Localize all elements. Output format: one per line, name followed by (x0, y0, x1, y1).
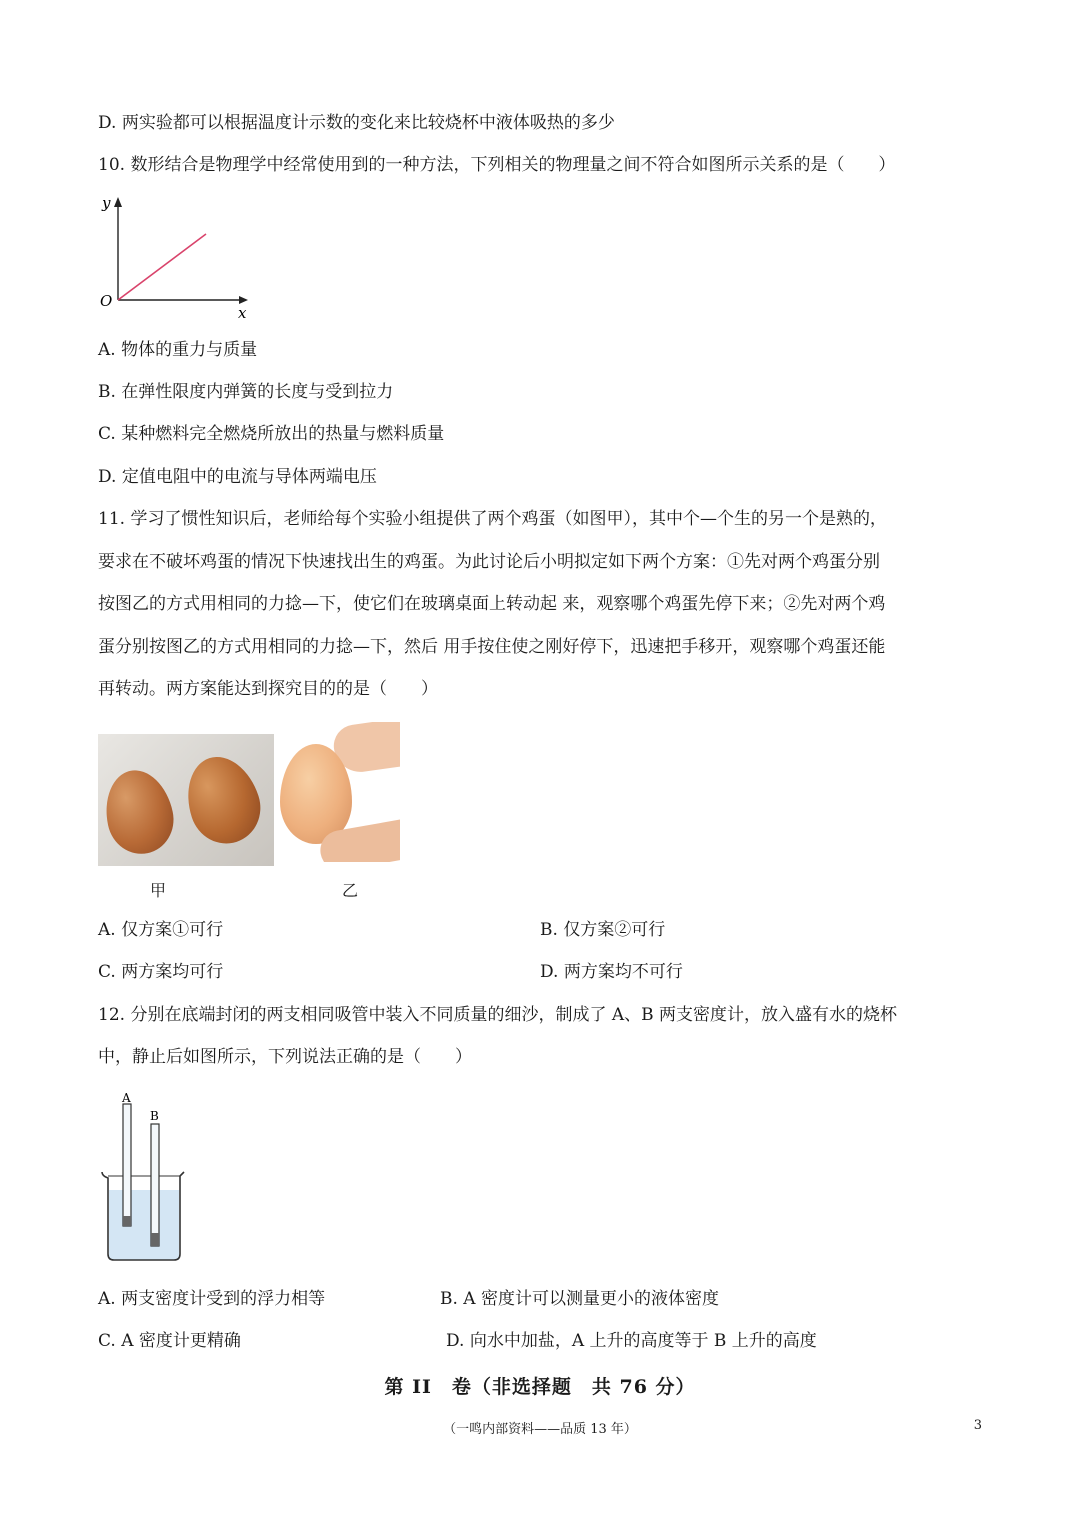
q11-stem-line-3: 按图乙的方式用相同的力捻—下，使它们在玻璃桌面上转动起 来，观察哪个鸡蛋先停下来；②先对两个鸡 (98, 594, 886, 614)
q11-stem-line-5: 再转动。两方案能达到探究目的的是（ ） (98, 679, 438, 699)
q10-option-d: D. 定值电阻中的电流与导体两端电压 (98, 467, 377, 487)
q11-option-d: D. 两方案均不可行 (540, 962, 683, 982)
origin-label: O (100, 292, 113, 310)
water (109, 1190, 179, 1260)
hand-holding-egg-photo (280, 722, 400, 862)
two-eggs-photo (98, 734, 274, 866)
footer-text: （一鸣内部资料——品质 13 年） (443, 1422, 637, 1437)
caption-yi: 乙 (342, 881, 359, 900)
q10-option-a: A. 物体的重力与质量 (98, 340, 258, 360)
q9-option-d: D. 两实验都可以根据温度计示数的变化来比较烧杯中液体吸热的多少 (98, 113, 615, 133)
proportional-line (118, 234, 206, 300)
tube-a (123, 1104, 131, 1226)
q11-option-c: C. 两方案均可行 (98, 962, 224, 982)
y-axis-arrow (114, 197, 122, 207)
q12-option-d: D. 向水中加盐，A 上升的高度等于 B 上升的高度 (446, 1331, 817, 1351)
q12-stem-line-1: 12. 分别在底端封闭的两支相同吸管中装入不同质量的细沙，制成了 A、B 两支密度计，放入盛有水的烧杯 (98, 1005, 898, 1025)
x-axis-arrow (239, 296, 248, 304)
tube-b (151, 1124, 159, 1246)
q12-stem-line-2: 中，静止后如图所示，下列说法正确的是（ ） (98, 1047, 472, 1067)
egg-left (98, 764, 180, 860)
q11-stem-line-2: 要求在不破坏鸡蛋的情况下快速找出生的鸡蛋。为此讨论后小明拟定如下两个方案：①先对两个鸡蛋分别 (98, 552, 880, 572)
tube-b-sand (151, 1233, 159, 1246)
q12-option-c: C. A 密度计更精确 (98, 1331, 241, 1351)
section-title: 第 II 卷（非选择题 共 76 分） (384, 1376, 696, 1398)
y-axis-label: y (102, 194, 111, 212)
tube-a-sand (123, 1216, 131, 1226)
q11-stem-line-1: 11. 学习了惯性知识后，老师给每个实验小组提供了两个鸡蛋（如图甲），其中个—个生的另一个是熟的， (98, 509, 887, 529)
q11-option-a: A. 仅方案①可行 (98, 920, 224, 940)
egg-right (176, 747, 270, 852)
caption-jia: 甲 (150, 881, 167, 900)
tube-a-label: A (122, 1091, 131, 1105)
q12-option-b: B. A 密度计可以测量更小的液体密度 (440, 1289, 719, 1309)
q12-option-a: A. 两支密度计受到的浮力相等 (98, 1289, 326, 1309)
q11-option-b: B. 仅方案②可行 (540, 920, 666, 940)
q10-option-b: B. 在弹性限度内弹簧的长度与受到拉力 (98, 382, 394, 402)
q10-option-c: C. 某种燃料完全燃烧所放出的热量与燃料质量 (98, 424, 445, 444)
q10-stem: 10. 数形结合是物理学中经常使用到的一种方法，下列相关的物理量之间不符合如图所示关系的是（ ） (98, 155, 896, 175)
page-number: 3 (973, 1418, 982, 1433)
beaker-figure (96, 1088, 196, 1268)
q10-graph (96, 192, 266, 322)
q11-stem-line-4: 蛋分别按图乙的方式用相同的力捻—下，然后 用手按住使之刚好停下，迅速把手移开，观察哪个鸡蛋还能 (98, 637, 886, 657)
x-axis-label: x (238, 304, 247, 322)
tube-b-label: B (150, 1109, 159, 1123)
